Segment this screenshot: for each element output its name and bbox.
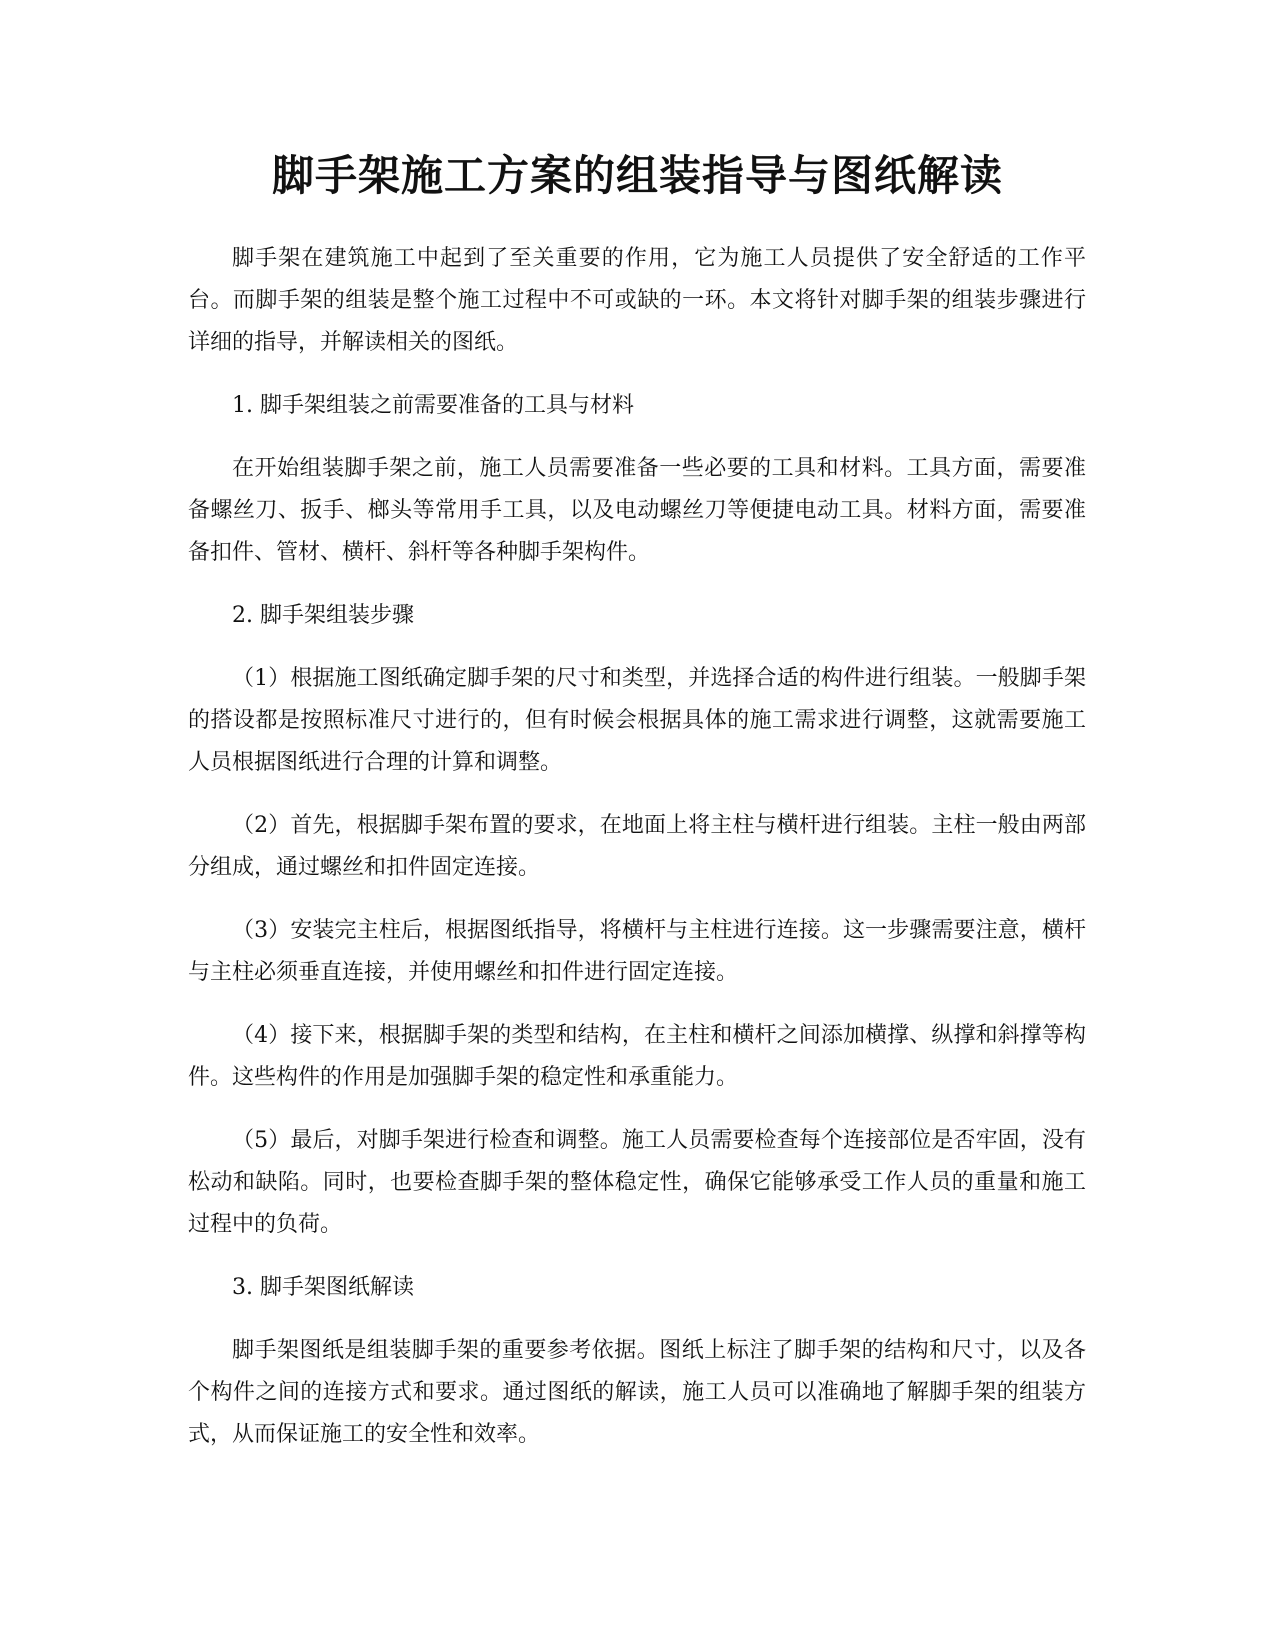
step-2-paragraph: （2）首先，根据脚手架布置的要求，在地面上将主柱与横杆进行组装。主柱一般由两部分组成，通过螺丝和扣件固定连接。 [188, 813, 1086, 880]
step-5-paragraph: （5）最后，对脚手架进行检查和调整。施工人员需要检查每个连接部位是否牢固，没有松动和缺陷。同时，也要检查脚手架的整体稳定性，确保它能够承受工作人员的重量和施工过程中的负荷。 [188, 1128, 1086, 1237]
document-title: 脚手架施工方案的组装指导与图纸解读 [271, 151, 1003, 200]
section-3-heading: 3. 脚手架图纸解读 [232, 1275, 414, 1300]
section-1-heading: 1. 脚手架组装之前需要准备的工具与材料 [232, 393, 634, 418]
step-3-paragraph: （3）安装完主柱后，根据图纸指导，将横杆与主柱进行连接。这一步骤需要注意，横杆与主柱必须垂直连接，并使用螺丝和扣件进行固定连接。 [188, 918, 1086, 985]
section-3-paragraph: 脚手架图纸是组装脚手架的重要参考依据。图纸上标注了脚手架的结构和尺寸，以及各个构件之间的连接方式和要求。通过图纸的解读，施工人员可以准确地了解脚手架的组装方式，从而保证施工的安全性和效率。 [188, 1338, 1086, 1447]
intro-paragraph: 脚手架在建筑施工中起到了至关重要的作用，它为施工人员提供了安全舒适的工作平台。而脚手架的组装是整个施工过程中不可或缺的一环。本文将针对脚手架的组装步骤进行详细的指导，并解读相关的图纸。 [188, 246, 1086, 355]
section-2-heading: 2. 脚手架组装步骤 [232, 603, 414, 628]
document-body [188, 238, 1086, 1477]
section-1-paragraph: 在开始组装脚手架之前，施工人员需要准备一些必要的工具和材料。工具方面，需要准备螺丝刀、扳手、榔头等常用手工具，以及电动螺丝刀等便捷电动工具。材料方面，需要准备扣件、管材、横杆、斜杆等各种脚手架构件。 [188, 456, 1086, 565]
step-1-paragraph: （1）根据施工图纸确定脚手架的尺寸和类型，并选择合适的构件进行组装。一般脚手架的搭设都是按照标准尺寸进行的，但有时候会根据具体的施工需求进行调整，这就需要施工人员根据图纸进行合理的计算和调整。 [188, 666, 1086, 775]
step-4-paragraph: （4）接下来，根据脚手架的类型和结构，在主柱和横杆之间添加横撑、纵撑和斜撑等构件。这些构件的作用是加强脚手架的稳定性和承重能力。 [188, 1023, 1086, 1090]
